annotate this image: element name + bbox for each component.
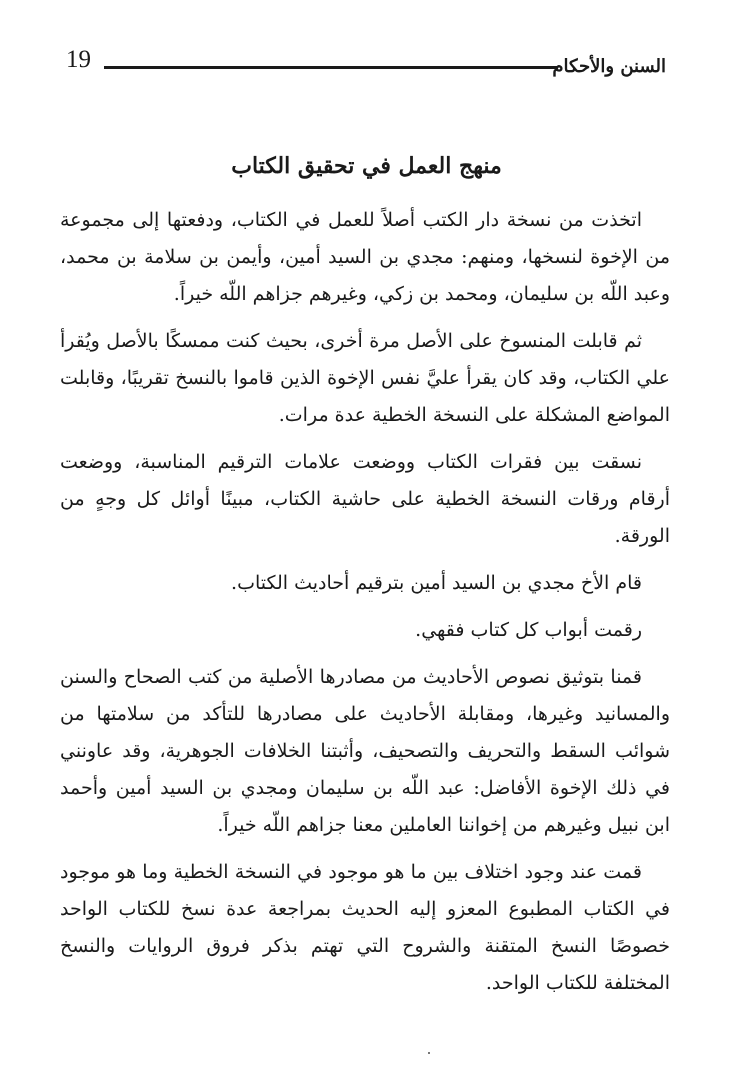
page-header [66,44,666,84]
paragraph-6: قمنا بتوثيق نصوص الأحاديث من مصادرها الأصلية من كتب الصحاح والسنن والمسانيد وغيرها، ومقابلة الأحاديث على مصادرها للتأكد من سلامتها من شوائب السقط والتحريف والتصحيف، وأثبتنا الخلافات الجوهرية، وقد عاونني في ذلك الإخوة الأفاضل: عبد اللّه بن سليمان ومجدي بن السيد أمين وأحمد ابن نبيل وغيرهم من إخواننا العاملين معنا جزاهم اللّه خيراً. [60,666,670,836]
header-rule [104,66,558,69]
paragraph-7: قمت عند وجود اختلاف بين ما هو موجود في النسخة الخطية وما هو موجود في الكتاب المطبوع المعزو إليه الحديث بمراجعة عدة نسخ للكتاب الواحد خصوصًا النسخ المتقنة والشروح التي تهتم بذكر فروق الروايات والنسخ المختلفة للكتاب الواحد. [60,861,670,994]
running-title: السنن والأحكام [552,56,666,77]
paragraph-1: اتخذت من نسخة دار الكتب أصلاً للعمل في الكتاب، ودفعتها إلى مجموعة من الإخوة لنسخها، ومنهم: مجدي بن السيد أمين، وأيمن بن سلامة بن محمد، وعبد اللّه بن سليمان، ومحمد بن زكي، وغيرهم جزاهم اللّه خيراً. [60,209,670,305]
body-text [60,202,670,1012]
paragraph-3: نسقت بين فقرات الكتاب ووضعت علامات الترقيم المناسبة، ووضعت أرقام ورقات النسخة الخطية على حاشية الكتاب، مبينًا أوائل كل وجهٍ من الورقة. [60,451,670,547]
footer-dot [428,1052,430,1054]
paragraph-2: ثم قابلت المنسوخ على الأصل مرة أخرى، بحيث كنت ممسكًا بالأصل ويُقرأ علي الكتاب، وقد كان يقرأ عليَّ نفس الإخوة الذين قاموا بالنسخ تقريبًا، وقابلت المواضع المشكلة على النسخة الخطية عدة مرات. [60,330,670,426]
page-number: 19 [66,46,91,73]
paragraph-5: رقمت أبواب كل كتاب فقهي. [415,619,642,641]
paragraph-4: قام الأخ مجدي بن السيد أمين بترقيم أحاديث الكتاب. [231,572,642,594]
chapter-title: منهج العمل في تحقيق الكتاب [231,153,502,179]
